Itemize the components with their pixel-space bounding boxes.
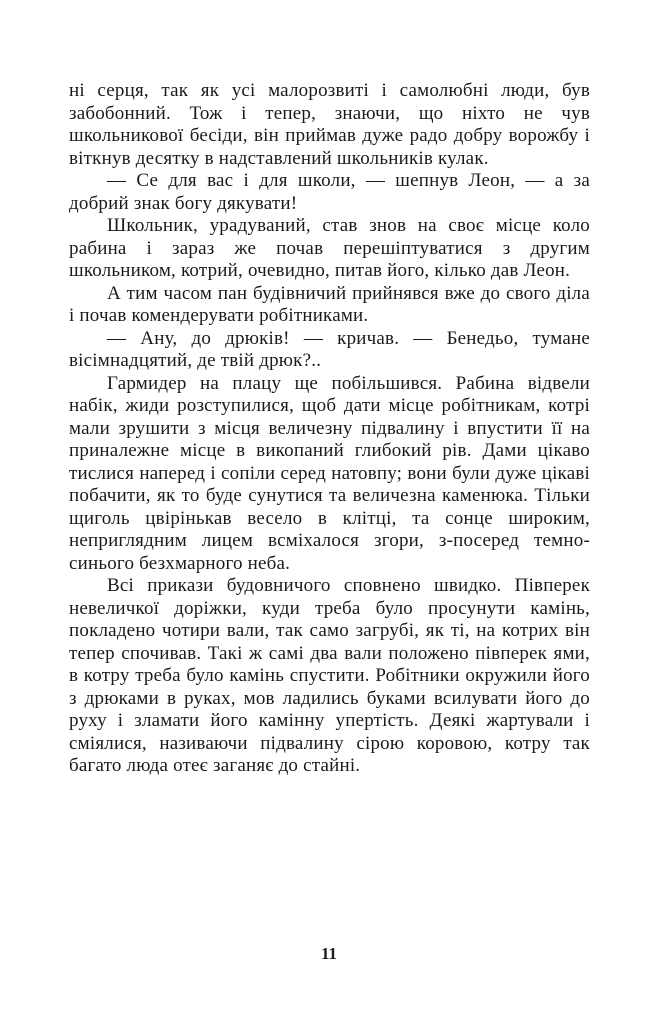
paragraph: Гармидер на плацу ще побільшився. Рабина відвели набік, жиди розступилися, щоб дати місце робітникам, котрі мали зрушити з місця величезну підвалину і впустити її на приналежне місце в викопаний глибокий рів. Дами цікаво тислися наперед і сопіли серед натовпу; вони були дуже цікаві побачити, як то буде сунутися та величезна каменюка. Тільки щиголь цвірінькав весело в клітці, та сонце широким, неприглядним лицем всміхалося згори, з-посеред темно-синього безхмарного неба. [69, 372, 590, 574]
paragraph: — Се для вас і для школи, — шепнув Леон, — а за добрий знак богу дякувати! [69, 170, 590, 214]
paragraph: Школьник, урадуваний, став знов на своє місце коло рабина і зараз же почав перешіптуватися з другим школьником, котрий, очевидно, питав його, кілько дав Леон. [69, 215, 590, 281]
paragraph: Всі прикази будовничого сповнено швидко. Півперек невеличкої доріжки, куди треба було просунути камінь, покладено чотири вали, так само загрубі, як ті, на котрих він тепер спочивав. Такі ж самі два вали положено півперек ями, в котру треба було камінь спустити. Робітники окружили його з дрюками в руках, мов ладились буками всилувати його до руху і зламати його камінну упертість. Деякі жартували і сміялися, називаючи підвалину сірою коровою, котру так багато люда отеє заганяє до стайні. [69, 575, 590, 776]
paragraph: А тим часом пан будівничий прийнявся вже до свого діла і почав комендерувати робітниками. [69, 282, 590, 326]
paragraph: — Ану, до дрюків! — кричав. — Бенедьо, тумане вісімнадцятий, де твій дрюк?.. [69, 327, 590, 371]
page-number: 11 [320, 944, 338, 963]
text-block [69, 80, 590, 778]
paragraph: ні серця, так як усі малорозвиті і самолюбні люди, був забобонний. Тож і тепер, знаючи, що ніхто не чув школьникової бесіди, він приймав дуже радо добру ворожбу і віткнув десятку в надставлений школьників кулак. [69, 80, 590, 169]
